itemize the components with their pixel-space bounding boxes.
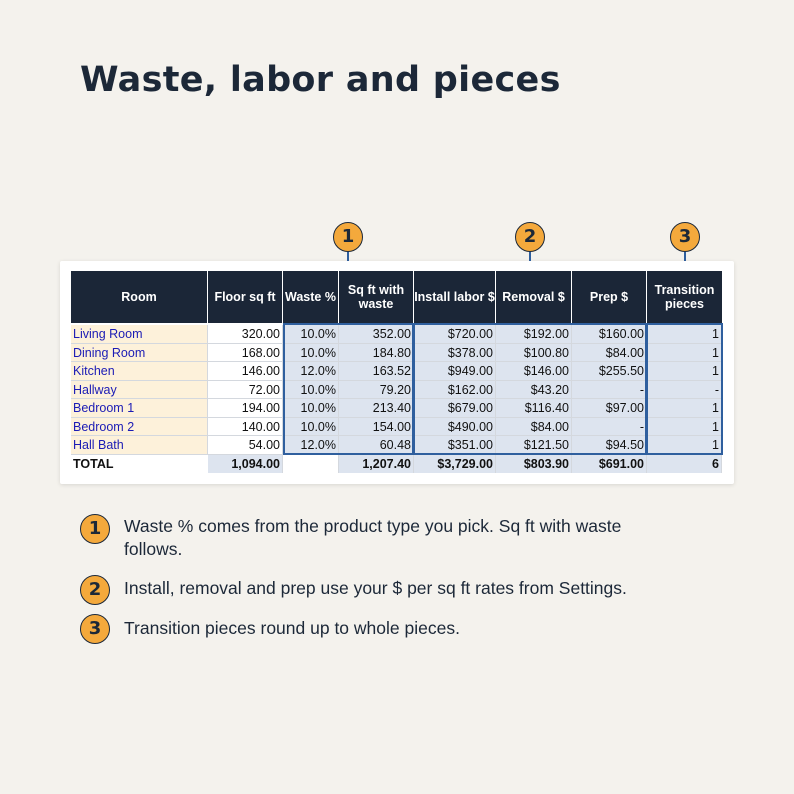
table-cell-install-labor[interactable]: $378.00	[414, 344, 496, 363]
table-cell-floor-sqft[interactable]: 72.00	[208, 381, 283, 400]
table-cell-room[interactable]: Kitchen	[71, 362, 208, 381]
table-cell-install-labor[interactable]: $720.00	[414, 325, 496, 344]
table-cell-install-labor[interactable]: $949.00	[414, 362, 496, 381]
column-header-prep: Prep $	[572, 271, 647, 323]
table-cell-install-labor[interactable]: $679.00	[414, 399, 496, 418]
table-cell-prep[interactable]: -	[572, 418, 647, 437]
column-header-floor-sqft: Floor sq ft	[208, 271, 283, 323]
table-cell-waste-pct[interactable]: 12.0%	[283, 362, 339, 381]
table-cell-transition-pieces[interactable]: -	[647, 381, 722, 400]
table-cell-transition-pieces[interactable]: 1	[647, 418, 722, 437]
table-cell-prep[interactable]: $94.50	[572, 436, 647, 455]
total-cell-install-labor[interactable]: $3,729.00	[414, 455, 496, 473]
total-cell-transition-pieces[interactable]: 6	[647, 455, 722, 473]
table-cell-floor-sqft[interactable]: 168.00	[208, 344, 283, 363]
table-cell-prep[interactable]: $84.00	[572, 344, 647, 363]
table-cell-floor-sqft[interactable]: 320.00	[208, 325, 283, 344]
total-cell-removal[interactable]: $803.90	[496, 455, 572, 473]
total-cell-waste-pct[interactable]	[283, 455, 339, 473]
table-cell-floor-sqft[interactable]: 140.00	[208, 418, 283, 437]
table-cell-removal[interactable]: $121.50	[496, 436, 572, 455]
table-cell-removal[interactable]: $84.00	[496, 418, 572, 437]
table-cell-waste-pct[interactable]: 10.0%	[283, 325, 339, 344]
column-header-install-labor: Install labor $	[414, 271, 496, 323]
table-cell-sqft-with-waste[interactable]: 184.80	[339, 344, 414, 363]
table-cell-sqft-with-waste[interactable]: 79.20	[339, 381, 414, 400]
table-cell-waste-pct[interactable]: 10.0%	[283, 344, 339, 363]
table-cell-prep[interactable]: $97.00	[572, 399, 647, 418]
table-cell-floor-sqft[interactable]: 54.00	[208, 436, 283, 455]
column-header-waste-pct: Waste %	[283, 271, 339, 323]
table-cell-prep[interactable]: -	[572, 381, 647, 400]
table-cell-sqft-with-waste[interactable]: 154.00	[339, 418, 414, 437]
table-cell-room[interactable]: Bedroom 2	[71, 418, 208, 437]
table-cell-removal[interactable]: $192.00	[496, 325, 572, 344]
marker-1-badge: 1	[333, 222, 363, 252]
table-cell-transition-pieces[interactable]: 1	[647, 325, 722, 344]
table-cell-room[interactable]: Hall Bath	[71, 436, 208, 455]
note-2-text: Install, removal and prep use your $ per sq ft rates from Settings.	[124, 578, 627, 598]
marker-1-connector	[347, 252, 349, 261]
table-cell-sqft-with-waste[interactable]: 213.40	[339, 399, 414, 418]
column-header-sqft-with-waste: Sq ft with waste	[339, 271, 414, 323]
table-cell-removal[interactable]: $100.80	[496, 344, 572, 363]
page-title: Waste, labor and pieces	[80, 60, 561, 100]
table-cell-removal[interactable]: $146.00	[496, 362, 572, 381]
table-cell-room[interactable]: Dining Room	[71, 344, 208, 363]
table-cell-transition-pieces[interactable]: 1	[647, 399, 722, 418]
note-1-badge: 1	[80, 514, 110, 544]
table-cell-floor-sqft[interactable]: 146.00	[208, 362, 283, 381]
marker-2-badge: 2	[515, 222, 545, 252]
table-cell-prep[interactable]: $255.50	[572, 362, 647, 381]
note-2-badge: 2	[80, 575, 110, 605]
table-cell-room[interactable]: Hallway	[71, 381, 208, 400]
marker-3-badge: 3	[670, 222, 700, 252]
column-header-room: Room	[71, 271, 208, 323]
total-cell-sqft-with-waste[interactable]: 1,207.40	[339, 455, 414, 473]
table-cell-install-labor[interactable]: $490.00	[414, 418, 496, 437]
table-cell-prep[interactable]: $160.00	[572, 325, 647, 344]
table-cell-sqft-with-waste[interactable]: 163.52	[339, 362, 414, 381]
marker-3-connector	[684, 252, 686, 261]
table-cell-sqft-with-waste[interactable]: 60.48	[339, 436, 414, 455]
total-cell-floor-sqft[interactable]: 1,094.00	[208, 455, 283, 473]
table-cell-waste-pct[interactable]: 12.0%	[283, 436, 339, 455]
table-cell-transition-pieces[interactable]: 1	[647, 344, 722, 363]
column-header-transition-pieces: Transition pieces	[654, 283, 715, 311]
table-cell-waste-pct[interactable]: 10.0%	[283, 381, 339, 400]
table-cell-waste-pct[interactable]: 10.0%	[283, 399, 339, 418]
note-1-text: Waste % comes from the product type you pick. Sq ft with waste follows.	[124, 516, 622, 559]
table-cell-transition-pieces[interactable]: 1	[647, 436, 722, 455]
table-cell-transition-pieces[interactable]: 1	[647, 362, 722, 381]
table-cell-removal[interactable]: $43.20	[496, 381, 572, 400]
table-cell-sqft-with-waste[interactable]: 352.00	[339, 325, 414, 344]
table-cell-install-labor[interactable]: $162.00	[414, 381, 496, 400]
table-cell-waste-pct[interactable]: 10.0%	[283, 418, 339, 437]
table-cell-room[interactable]: Living Room	[71, 325, 208, 344]
total-cell-prep[interactable]: $691.00	[572, 455, 647, 473]
total-cell-room[interactable]: TOTAL	[71, 455, 208, 473]
note-3-text: Transition pieces round up to whole pieces.	[124, 618, 460, 638]
table-cell-room[interactable]: Bedroom 1	[71, 399, 208, 418]
table-cell-floor-sqft[interactable]: 194.00	[208, 399, 283, 418]
table-cell-removal[interactable]: $116.40	[496, 399, 572, 418]
marker-2-connector	[529, 252, 531, 261]
table-cell-install-labor[interactable]: $351.00	[414, 436, 496, 455]
column-header-removal: Removal $	[496, 271, 572, 323]
note-3-badge: 3	[80, 614, 110, 644]
